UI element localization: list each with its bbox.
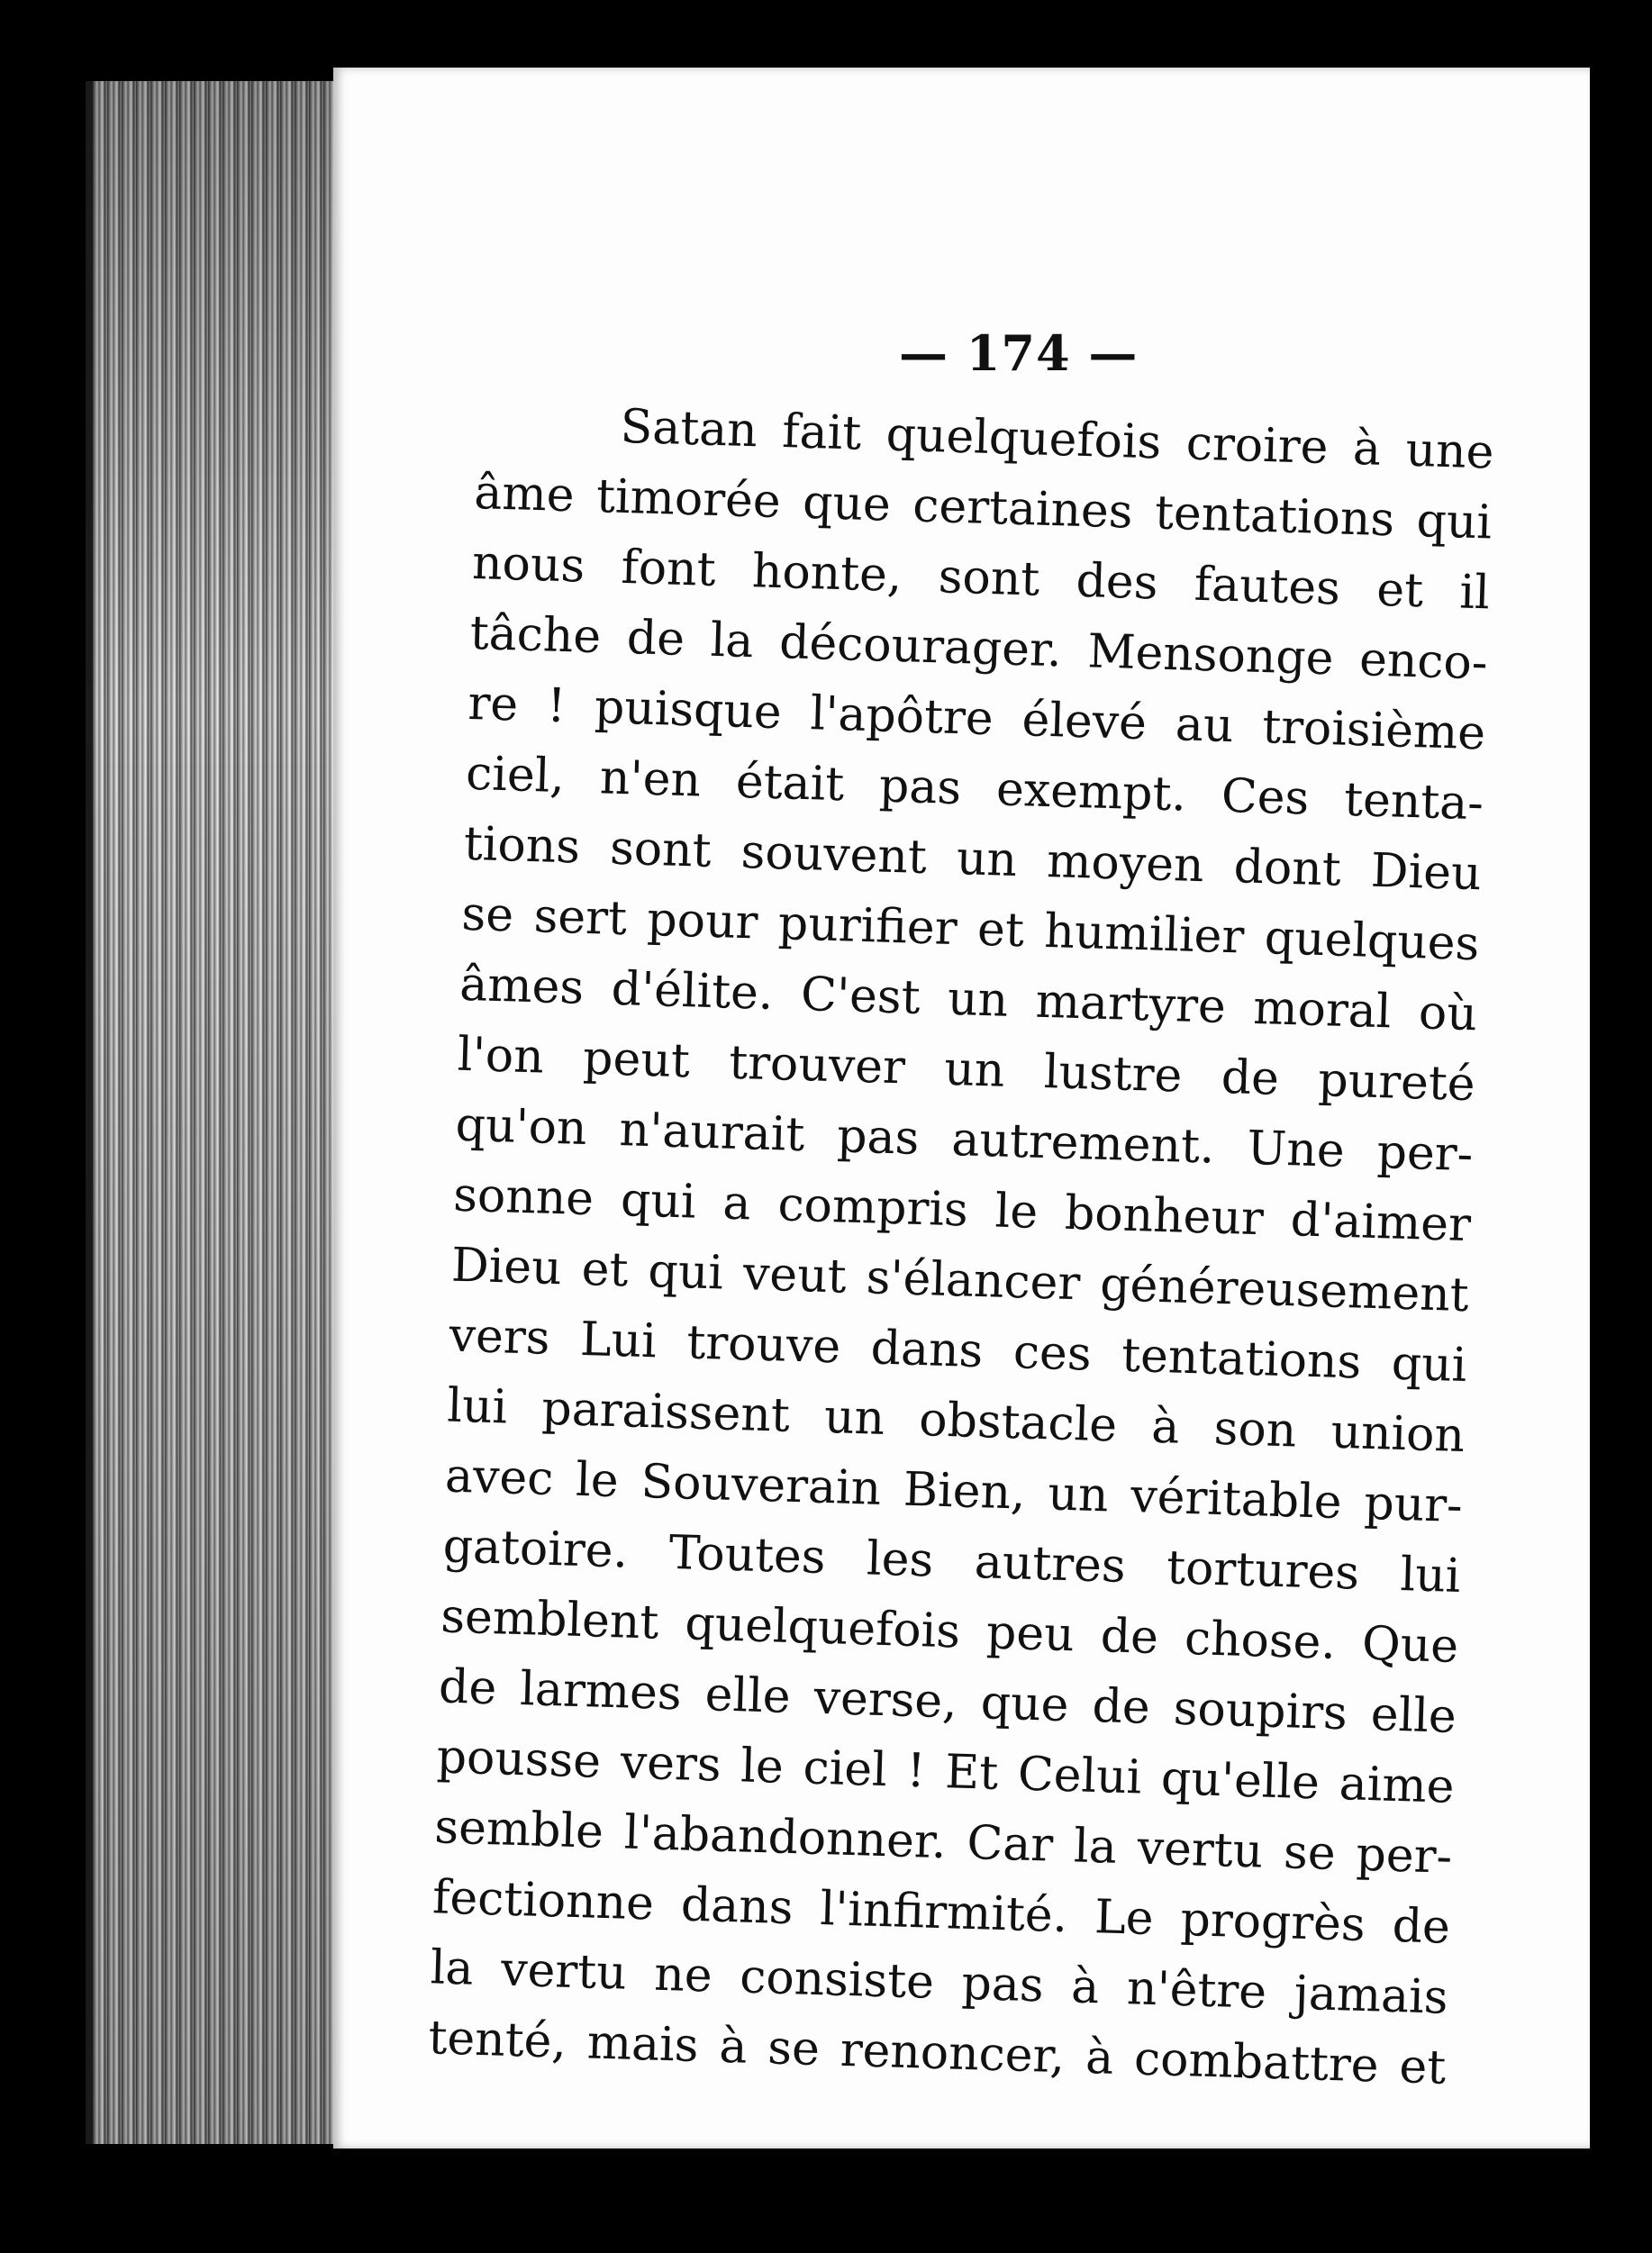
text-line: pousse vers le ciel ! Et Celui qu'elle aime (435, 1730, 1456, 1814)
text-line: se sert pour purifier et humilier quelques (460, 886, 1481, 972)
body-text (427, 387, 1494, 2103)
text-line: l'on peut trouver un lustre de pureté (457, 1027, 1476, 1113)
text-line: ciel, n'en était pas exempt. Ces tenta- (465, 746, 1484, 831)
text-line: semble l'abandonner. Car la vertu se per- (433, 1800, 1453, 1885)
text-line: lui paraissent un obstacle à son union (446, 1378, 1466, 1464)
text-line: la vertu ne consiste pas à n'être jamais (430, 1940, 1449, 2025)
text-line: âmes d'élite. C'est un martyre moral où (458, 957, 1478, 1042)
text-line: sonne qui a compris le bonheur d'aimer (452, 1167, 1472, 1253)
text-line: vers Lui trouve dans ces tentations qui (448, 1308, 1468, 1394)
text-line: qu'on n'aurait pas autrement. Une per- (454, 1097, 1475, 1183)
text-line: de larmes elle verse, que de soupirs elle (438, 1659, 1457, 1744)
text-line: Dieu et qui veut s'élancer généreusement (450, 1238, 1470, 1323)
book-page-edges (86, 81, 354, 2144)
text-line: fectionne dans l'infirmité. Le progrès de (431, 1870, 1451, 1955)
page-number: — 174 — (899, 324, 1139, 382)
text-line: semblent quelquefois peu de chose. Que (440, 1589, 1459, 1674)
text-line: tions sont souvent un moyen dont Dieu (463, 816, 1483, 902)
text-line: Satan fait quelquefois croire à une (619, 399, 1495, 480)
text-line: tâche de la décourager. Mensonge enco- (469, 605, 1489, 691)
text-line: avec le Souverain Bien, un véritable pur- (444, 1449, 1464, 1533)
text-line: gatoire. Toutes les autres tortures lui (441, 1519, 1462, 1603)
text-line: re ! puisque l'apôtre élevé au troisième (467, 676, 1486, 761)
text-line: tenté, mais à se renoncer, à combattre et (427, 2011, 1448, 2095)
text-line: nous font honte, sont des fautes et il (471, 535, 1491, 621)
text-line: âme timorée que certaines tentations qui (473, 465, 1493, 550)
